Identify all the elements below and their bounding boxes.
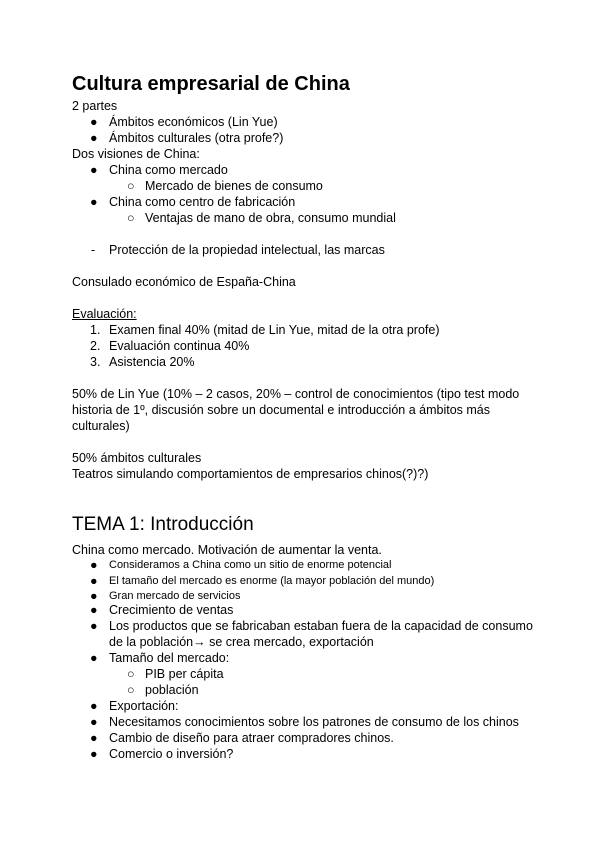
list-item: Crecimiento de ventas [109,603,234,617]
list-item: población [145,683,199,697]
list-item: Tamaño del mercado: [109,651,230,665]
list-item: Consideramos a China como un sitio de enorme potencial [109,559,392,571]
bullet-dot-icon: ● [90,163,98,177]
list-item: Asistencia 20% [109,355,195,369]
bullet-dot-icon: ● [90,699,98,713]
list-item: Evaluación continua 40% [109,339,250,353]
tema1-heading: TEMA 1: Introducción [72,514,254,535]
bullet-dot-icon: ● [90,115,98,129]
list-item: PIB per cápita [145,667,224,681]
bullet-dot-icon: ● [90,195,98,209]
bullet-circle-icon: ○ [127,211,135,225]
list-item: Ámbitos culturales (otra profe?) [109,131,284,145]
list-item: Los productos que se fabricaban estaban fuera de la capacidad de consumo [109,619,533,633]
bullet-circle-icon: ○ [127,683,135,697]
list-item: Examen final 40% (mitad de Lin Yue, mitad de la otra profe) [109,323,440,337]
bullet-dot-icon: ● [90,558,98,572]
paragraph-line: culturales) [72,419,130,433]
consulado-line: Consulado económico de España-China [72,275,296,289]
list-item: Mercado de bienes de consumo [145,179,323,193]
list-item: China como centro de fabricación [109,195,296,209]
teatros-line: Teatros simulando comportamientos de empresarios chinos(?)?) [72,467,429,481]
visiones-line: Dos visiones de China: [72,147,200,161]
list-item: Necesitamos conocimientos sobre los patrones de consumo de los chinos [109,715,519,729]
list-number: 3. [90,355,101,369]
list-item-continuation: de la población→ se crea mercado, exportación [109,635,374,649]
bullet-circle-icon: ○ [127,179,135,193]
list-item: El tamaño del mercado es enorme (la mayor población del mundo) [109,575,435,587]
bullet-dot-icon: ● [90,715,98,729]
bullet-dot-icon: ● [90,589,98,603]
bullet-dot-icon: ● [90,131,98,145]
bullet-dot-icon: ● [90,619,98,633]
list-item: Comercio o inversión? [109,747,234,761]
list-item: Ámbitos económicos (Lin Yue) [109,115,278,129]
list-item: China como mercado [109,163,228,177]
paragraph-line: historia de 1º, discusión sobre un documental e introducción a ámbitos más [72,403,490,417]
document-title: Cultura empresarial de China [72,73,350,95]
paragraph-line: 50% de Lin Yue (10% – 2 casos, 20% – control de conocimientos (tipo test modo [72,387,520,401]
bullet-dot-icon: ● [90,651,98,665]
partes-line: 2 partes [72,99,118,113]
list-item: Gran mercado de servicios [109,590,241,602]
bullet-dot-icon: ● [90,747,98,761]
list-number: 2. [90,339,101,353]
bullet-dot-icon: ● [90,574,98,588]
evaluacion-heading: Evaluación: [72,307,137,321]
list-item: Exportación: [109,699,179,713]
tema1-lead: China como mercado. Motivación de aumentar la venta. [72,543,382,557]
list-item: Cambio de diseño para atraer compradores chinos. [109,731,394,745]
cultural-line: 50% ámbitos culturales [72,451,202,465]
bullet-circle-icon: ○ [127,667,135,681]
list-number: 1. [90,323,101,337]
bullet-dot-icon: ● [90,731,98,745]
list-item: Protección de la propiedad intelectual, las marcas [109,243,385,257]
list-item: Ventajas de mano de obra, consumo mundial [145,211,396,225]
bullet-dot-icon: ● [90,603,98,617]
bullet-dash-icon: - [91,243,96,257]
